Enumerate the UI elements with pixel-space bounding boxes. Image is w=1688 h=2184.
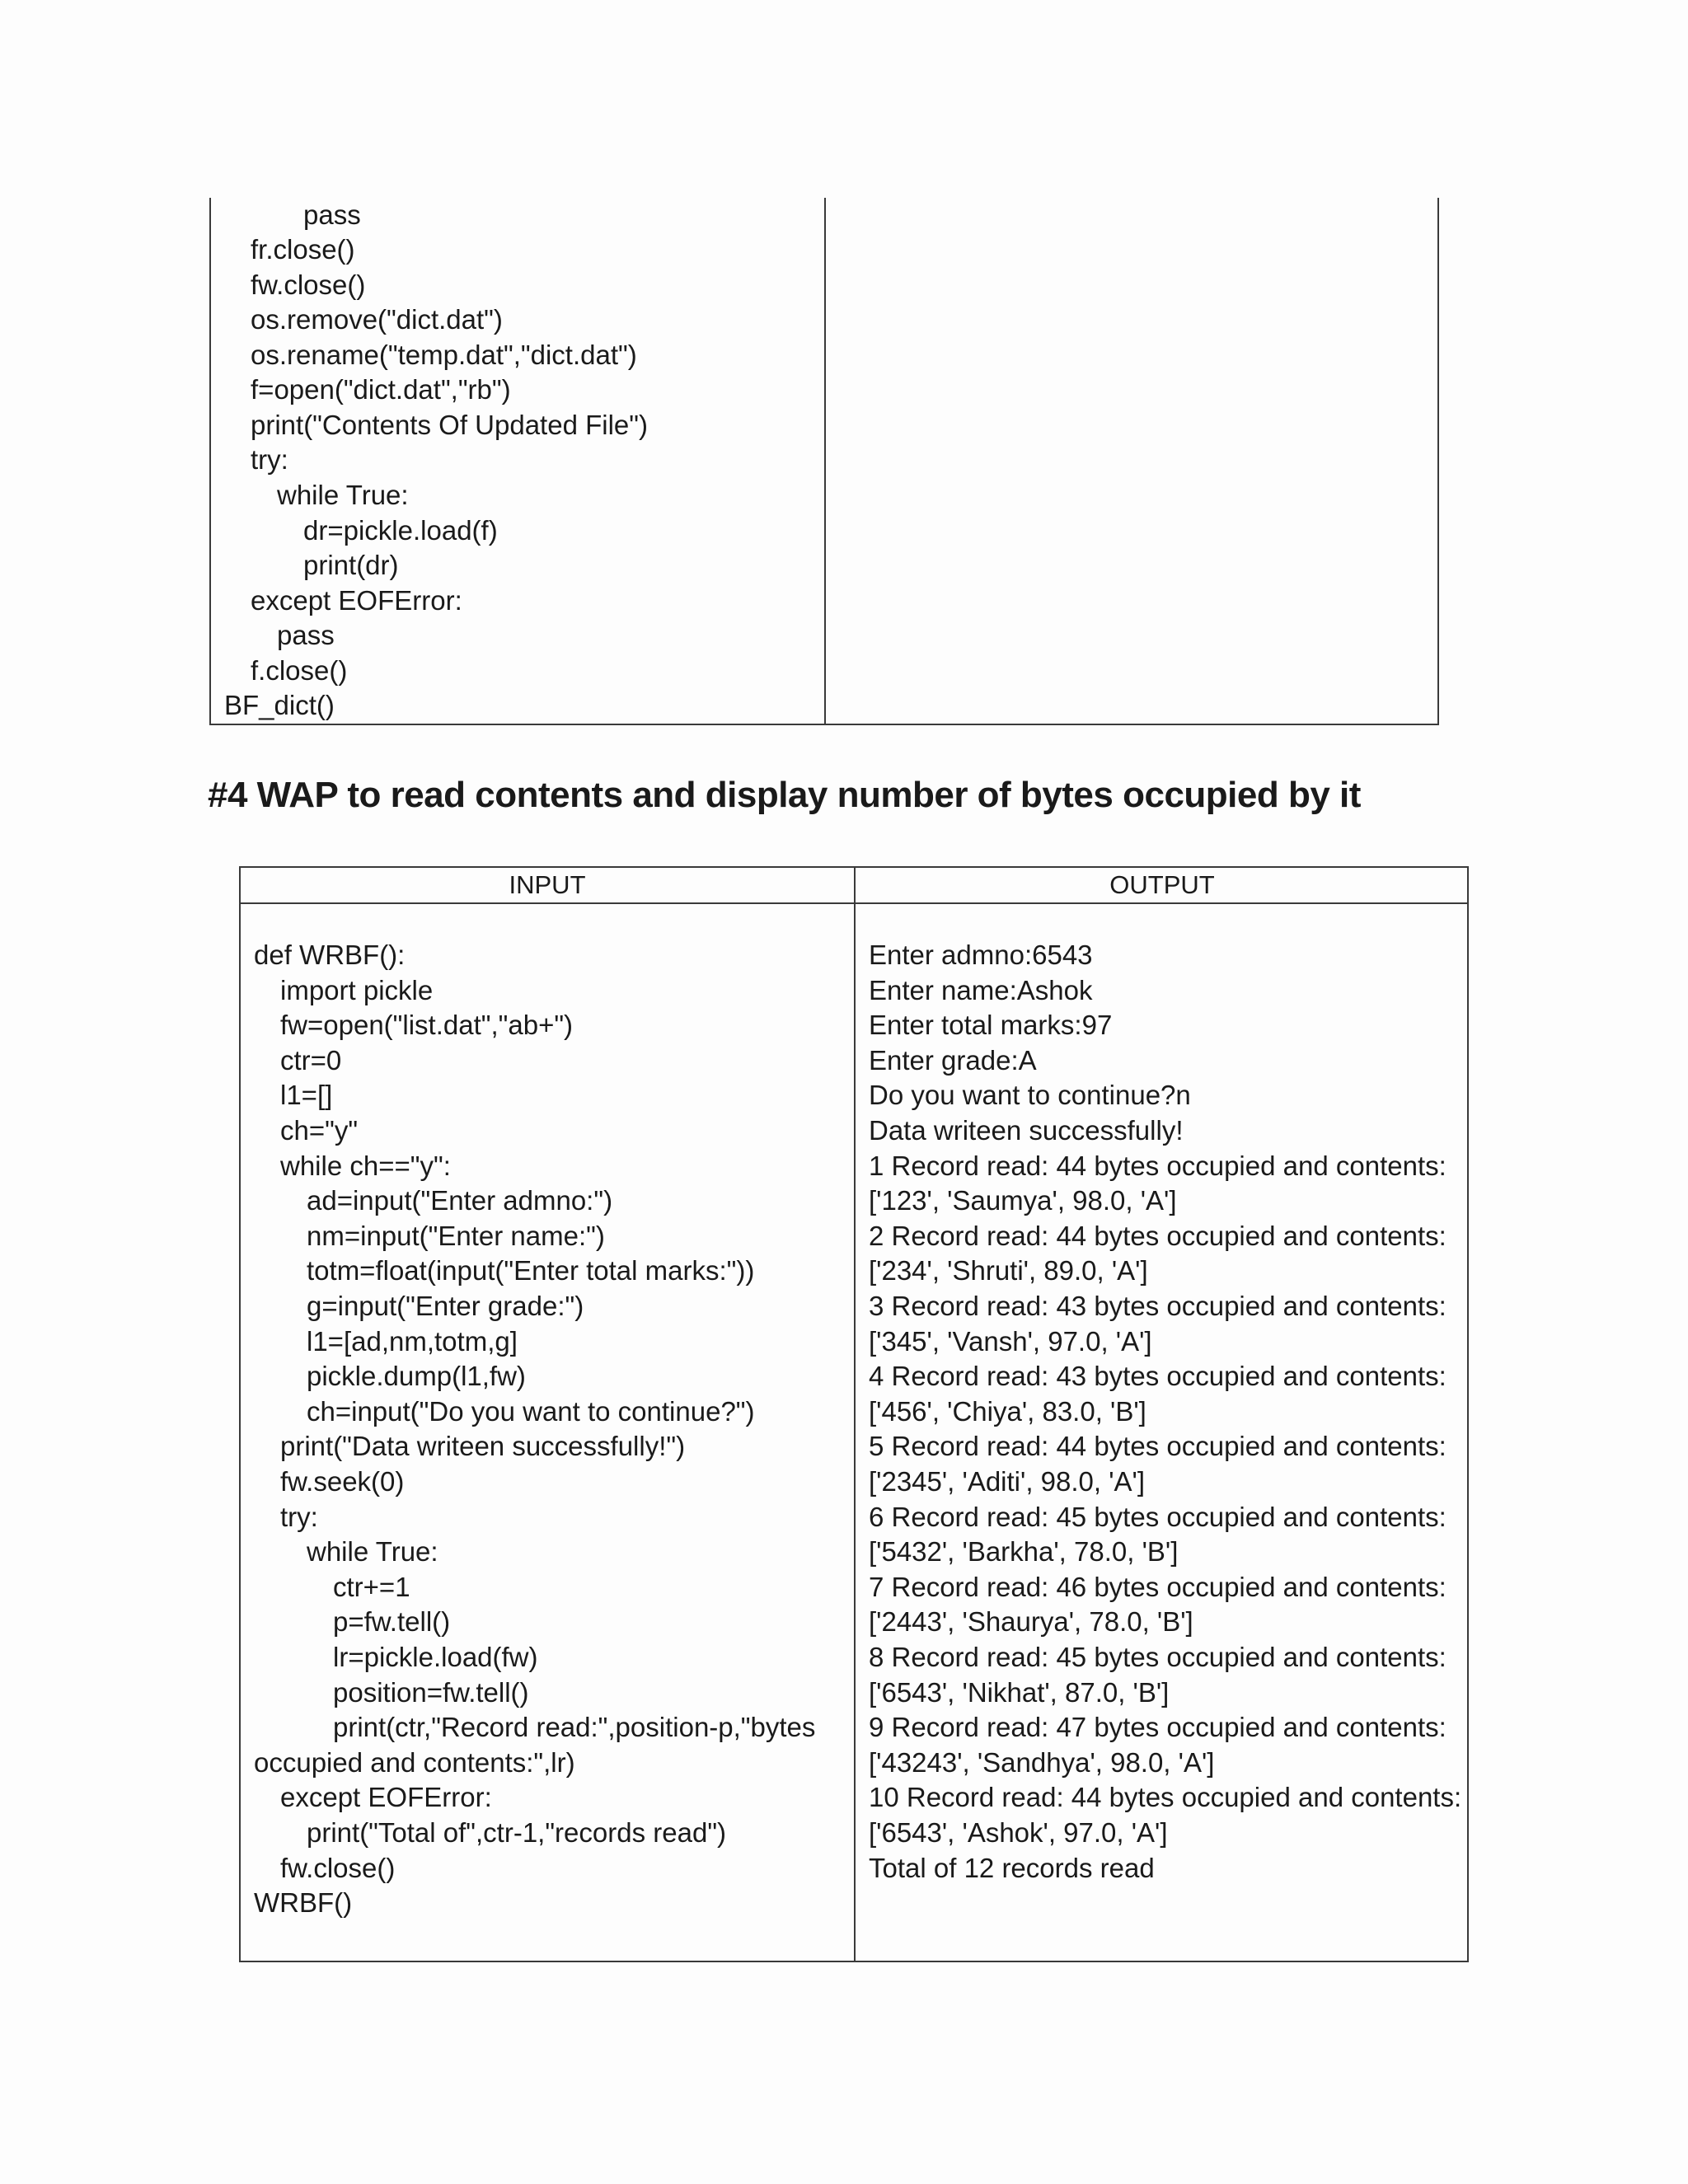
output-line: ['6543', 'Ashok', 97.0, 'A']: [869, 1817, 1168, 1848]
input-output-table: [239, 866, 1469, 1962]
input-code-line: try:: [280, 1502, 318, 1532]
input-code-line: ctr=0: [280, 1045, 342, 1076]
code-line: f=open("dict.dat","rb"): [251, 374, 511, 405]
code-line: print("Contents Of Updated File"): [251, 410, 648, 440]
header-divider: [241, 902, 1467, 904]
output-line: ['6543', 'Nikhat', 87.0, 'B']: [869, 1677, 1170, 1708]
output-line: Data writeen successfully!: [869, 1115, 1184, 1146]
output-line: 9 Record read: 47 bytes occupied and contents:: [869, 1712, 1447, 1742]
code-line: os.rename("temp.dat","dict.dat"): [251, 340, 637, 370]
output-line: Enter admno:6543: [869, 940, 1093, 970]
column-divider: [854, 868, 856, 1961]
input-code-line: ch=input("Do you want to continue?"): [307, 1396, 755, 1427]
input-code-line: l1=[]: [280, 1080, 333, 1110]
output-line: ['234', 'Shruti', 89.0, 'A']: [869, 1255, 1148, 1286]
output-line: 4 Record read: 43 bytes occupied and contents:: [869, 1361, 1447, 1391]
output-line: 10 Record read: 44 bytes occupied and contents:: [869, 1782, 1462, 1812]
input-code-line: ch="y": [280, 1115, 359, 1146]
section-heading: #4 WAP to read contents and display number of bytes occupied by it: [208, 775, 1361, 815]
code-line: fw.close(): [251, 269, 366, 300]
input-code-line: print("Data writeen successfully!"): [280, 1431, 686, 1461]
input-code-line: fw.seek(0): [280, 1466, 405, 1497]
input-code-line: nm=input("Enter name:"): [307, 1221, 605, 1251]
input-code-line: fw=open("list.dat","ab+"): [280, 1010, 574, 1040]
output-line: ['2443', 'Shaurya', 78.0, 'B']: [869, 1606, 1193, 1637]
code-line: f.close(): [251, 655, 348, 686]
output-line: 3 Record read: 43 bytes occupied and contents:: [869, 1291, 1447, 1321]
output-line: 7 Record read: 46 bytes occupied and contents:: [869, 1572, 1447, 1602]
input-code-line: lr=pickle.load(fw): [333, 1642, 538, 1672]
code-line: os.remove("dict.dat"): [251, 304, 503, 335]
code-line: except EOFError:: [251, 585, 462, 616]
code-line: pass: [303, 199, 361, 230]
input-column-header: INPUT: [509, 870, 586, 899]
code-line: fr.close(): [251, 234, 355, 265]
output-line: Enter name:Ashok: [869, 975, 1093, 1005]
code-line: print(dr): [303, 550, 399, 580]
output-column-header: OUTPUT: [1109, 870, 1215, 899]
output-line: Total of 12 records read: [869, 1853, 1155, 1883]
output-line: 6 Record read: 45 bytes occupied and contents:: [869, 1502, 1447, 1532]
code-line: try:: [251, 444, 288, 475]
input-code-line: occupied and contents:",lr): [254, 1747, 575, 1778]
input-code-line: position=fw.tell(): [333, 1677, 529, 1708]
input-code-line: ad=input("Enter admno:"): [307, 1185, 613, 1216]
input-code-line: print(ctr,"Record read:",position-p,"bytes: [333, 1712, 816, 1742]
input-code-line: def WRBF():: [254, 940, 406, 970]
output-line: ['456', 'Chiya', 83.0, 'B']: [869, 1396, 1146, 1427]
input-code-line: while True:: [307, 1536, 438, 1567]
column-divider: [824, 198, 826, 724]
input-code-line: except EOFError:: [280, 1782, 492, 1812]
output-line: ['43243', 'Sandhya', 98.0, 'A']: [869, 1747, 1215, 1778]
previous-program-table: [209, 198, 1439, 725]
code-line: while True:: [277, 480, 409, 510]
output-line: ['345', 'Vansh', 97.0, 'A']: [869, 1326, 1152, 1357]
input-code-line: WRBF(): [254, 1887, 353, 1918]
output-line: 5 Record read: 44 bytes occupied and contents:: [869, 1431, 1447, 1461]
code-line: BF_dict(): [224, 690, 335, 720]
code-line: pass: [277, 620, 335, 650]
output-line: ['5432', 'Barkha', 78.0, 'B']: [869, 1536, 1179, 1567]
input-code-line: l1=[ad,nm,totm,g]: [307, 1326, 518, 1357]
input-code-line: pickle.dump(l1,fw): [307, 1361, 526, 1391]
input-code-line: import pickle: [280, 975, 434, 1005]
input-code-line: g=input("Enter grade:"): [307, 1291, 584, 1321]
input-code-line: print("Total of",ctr-1,"records read"): [307, 1817, 727, 1848]
output-line: Enter total marks:97: [869, 1010, 1113, 1040]
input-code-line: fw.close(): [280, 1853, 396, 1883]
input-code-line: p=fw.tell(): [333, 1606, 451, 1637]
output-line: 2 Record read: 44 bytes occupied and contents:: [869, 1221, 1447, 1251]
input-code-line: totm=float(input("Enter total marks:")): [307, 1255, 755, 1286]
output-line: Enter grade:A: [869, 1045, 1037, 1076]
output-line: ['2345', 'Aditi', 98.0, 'A']: [869, 1466, 1145, 1497]
code-line: dr=pickle.load(f): [303, 515, 498, 546]
output-line: ['123', 'Saumya', 98.0, 'A']: [869, 1185, 1177, 1216]
input-code-line: ctr+=1: [333, 1572, 410, 1602]
output-line: Do you want to continue?n: [869, 1080, 1191, 1110]
output-line: 1 Record read: 44 bytes occupied and contents:: [869, 1151, 1447, 1181]
output-line: 8 Record read: 45 bytes occupied and contents:: [869, 1642, 1447, 1672]
input-code-line: while ch=="y":: [280, 1151, 451, 1181]
